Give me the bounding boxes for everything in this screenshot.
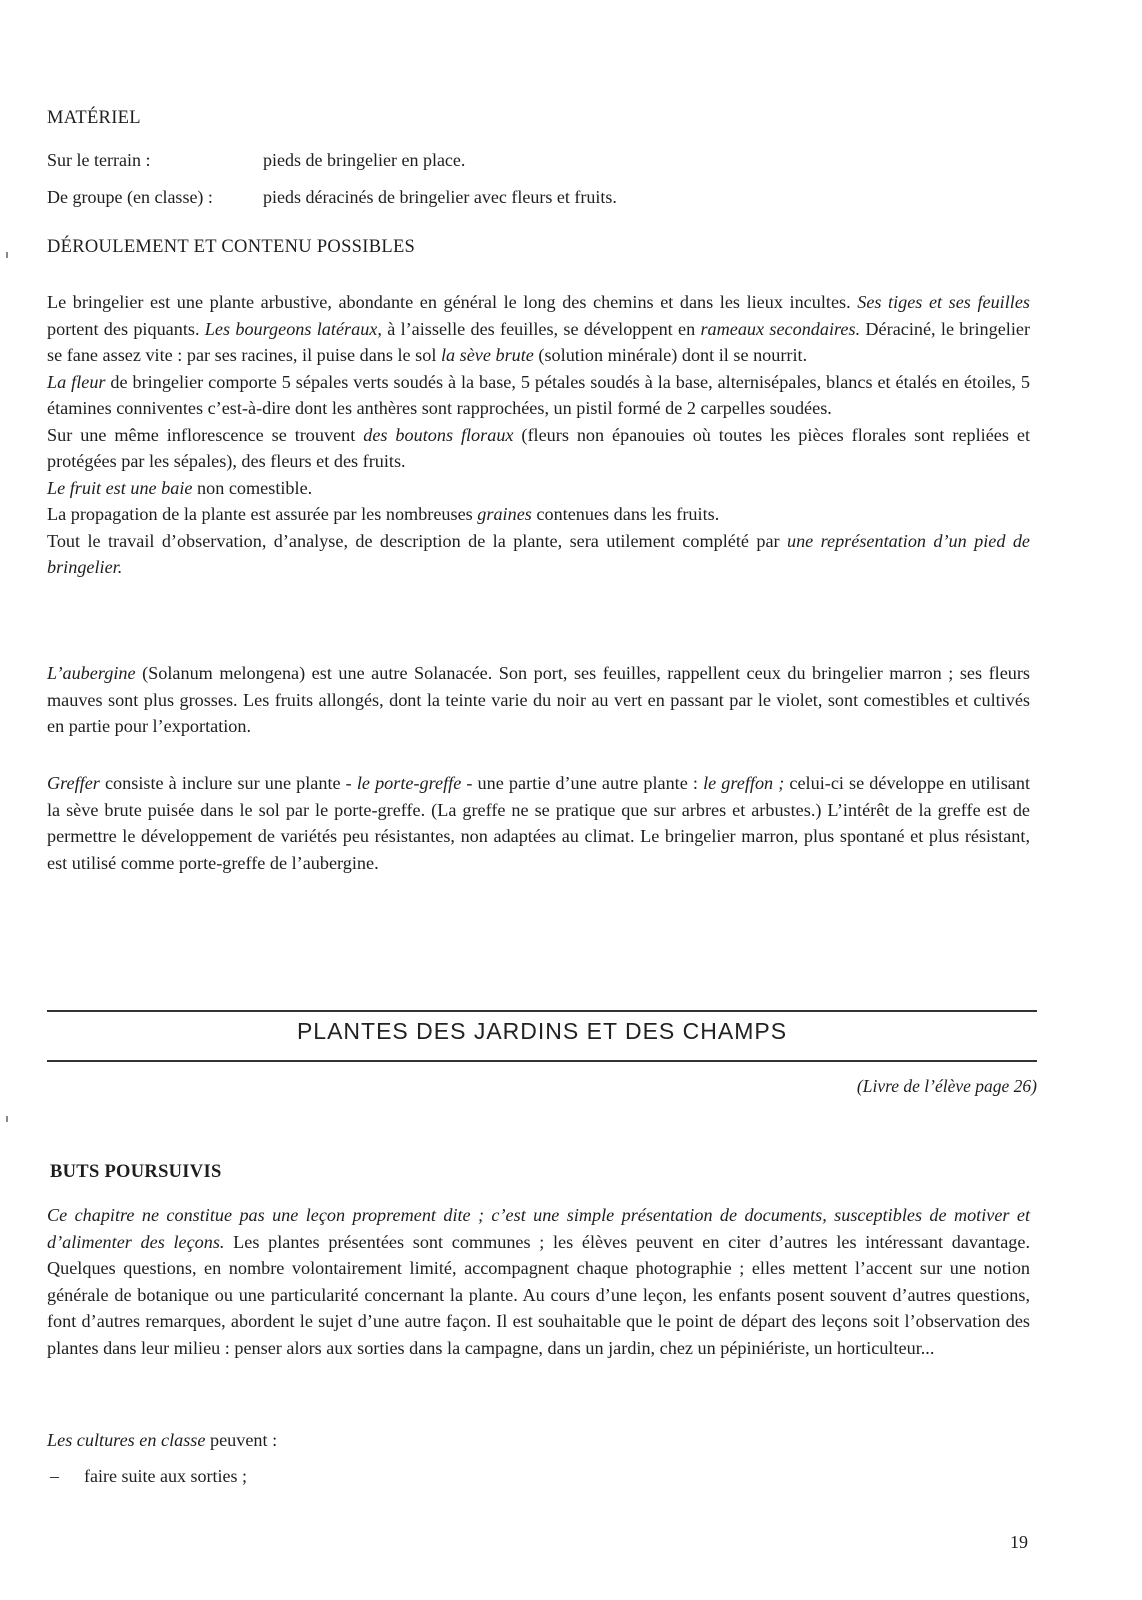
- list-dash: –: [50, 1466, 59, 1486]
- terrain-value: pieds de bringelier en place.: [263, 150, 466, 170]
- text-run: (fleurs non épanouies où toutes les pièces florales sont repliées et protégées par les sépales), des fleurs et des fruits.: [47, 424, 1031, 471]
- paragraph: [47, 1427, 1030, 1454]
- terrain-label: Sur le terrain :: [47, 150, 151, 170]
- text-run: Tout le travail d’observation, d’analyse, de description de la plante, sera utilement complété par: [47, 530, 787, 551]
- italic-run: Les bourgeons latéraux,: [204, 318, 382, 339]
- text-run: peuvent :: [205, 1430, 278, 1450]
- text-run: consiste à inclure sur une plante -: [99, 773, 357, 793]
- book-reference: (Livre de l’élève page 26): [856, 1076, 1037, 1096]
- deroulement-heading: DÉROULEMENT ET CONTENU POSSIBLES: [47, 237, 416, 257]
- text-run: à l’aisselle des feuilles, se développent en: [381, 318, 701, 339]
- italic-run: Le fruit est une baie: [47, 477, 193, 498]
- italic-run: des boutons floraux: [363, 424, 514, 445]
- paragraph: [47, 475, 1030, 502]
- italic-run: Les cultures en classe: [47, 1430, 206, 1450]
- italic-run: graines: [477, 504, 532, 524]
- italic-run: rameaux secondaires.: [700, 318, 861, 339]
- greffe-text: [47, 770, 1030, 876]
- list-item: [50, 1466, 247, 1487]
- italic-run: la sève brute: [440, 345, 534, 365]
- text-run: Déraciné, le bringelier se fane assez vite : par ses racines, il puise dans le sol: [47, 318, 1030, 365]
- deroulement-text: [47, 289, 1030, 581]
- groupe-label: De groupe (en classe) :: [47, 187, 213, 207]
- section-rule-top: [47, 1010, 1037, 1012]
- text-run: Le bringelier est une plante arbustive, abondante en général le long des chemins et dans les lieux incultes.: [47, 292, 858, 312]
- text-run: portent des piquants.: [47, 318, 205, 339]
- italic-run: La fleur: [47, 371, 106, 392]
- scan-mark: [6, 252, 8, 258]
- buts-cultures: [47, 1427, 1030, 1454]
- list-item-text: faire suite aux sorties ;: [84, 1466, 247, 1486]
- italic-run: une représentation d’un pied de bringelier.: [47, 530, 1030, 577]
- page-number: 19: [1010, 1532, 1028, 1552]
- paragraph: [47, 289, 1030, 369]
- italic-run: le greffon ;: [703, 773, 785, 793]
- text-run: de bringelier comporte 5 sépales verts soudés à la base, 5 pétales soudés à la base, alternisépales, blancs et étalés en étoiles, 5 étamines conniventes c’est-à-dire dont les anthères sont rapprochées, un pistil formé de 2 carpelles soudées.: [47, 371, 1030, 418]
- groupe-value: pieds déracinés de bringelier avec fleurs et fruits.: [263, 187, 617, 207]
- italic-run: Greffer: [47, 773, 100, 793]
- italic-run: L’aubergine: [47, 663, 136, 683]
- text-run: La propagation de la plante est assurée par les nombreuses: [47, 504, 478, 524]
- text-run: non comestible.: [192, 477, 313, 498]
- paragraph: [47, 369, 1030, 422]
- buts-text: [47, 1202, 1030, 1361]
- aubergine-text: [47, 660, 1030, 740]
- paragraph: [47, 501, 1030, 528]
- paragraph: [47, 770, 1030, 876]
- text-run: (solution minérale) dont il se nourrit.: [533, 345, 808, 365]
- buts-heading: BUTS POURSUIVIS: [50, 1162, 222, 1182]
- text-run: celui-ci se développe en utilisant la sève brute puisée dans le sol par le porte-greffe. (La greffe ne se pratique que sur arbres et arbustes.) L’intérêt de la greffe est de permettre le développement de variétés peu résistantes, non adaptées au climat. Le bringelier marron, plus spontané et plus résistant, est utilisé comme porte-greffe de l’aubergine.: [47, 773, 1031, 873]
- italic-run: le porte-greffe: [356, 773, 462, 793]
- text-run: Les plantes présentées sont communes ; les élèves peuvent en citer d’autres les intéressant davantage. Quelques questions, en nombre volontairement limité, accompagnent chaque photographie ; elles mettent l’accent sur une notion générale de botanique ou une particularité concernant la plante. Au cours d’une leçon, les enfants posent souvent d’autres questions, font d’autres remarques, abordent le sujet d’une autre façon. Il est souhaitable que le point de départ des leçons soit l’observation des plantes dans leur milieu : penser alors aux sorties dans la campagne, dans un jardin, chez un pépiniériste, un horticulteur...: [47, 1231, 1030, 1358]
- paragraph: [47, 1202, 1030, 1361]
- paragraph: [47, 660, 1030, 740]
- section-title: PLANTES DES JARDINS ET DES CHAMPS: [296, 1018, 788, 1044]
- text-run: - une partie d’une autre plante :: [461, 773, 704, 793]
- italic-run: Ses tiges et ses feuilles: [857, 292, 1030, 312]
- italic-run: Ce chapitre ne constitue pas une leçon proprement dite ; c’est une simple présentation de documents, susceptibles de motiver et d’alimenter des leçons.: [47, 1205, 1030, 1252]
- section-rule-bottom: [47, 1060, 1037, 1062]
- text-run: Sur une même inflorescence se trouvent: [47, 424, 364, 445]
- materiel-heading: MATÉRIEL: [47, 108, 141, 128]
- scan-mark: [6, 1116, 8, 1122]
- text-run: contenues dans les fruits.: [531, 504, 720, 524]
- paragraph: [47, 528, 1030, 581]
- text-run: (Solanum melongena) est une autre Solanacée. Son port, ses feuilles, rappellent ceux du bringelier marron ; ses fleurs mauves sont plus grosses. Les fruits allongés, dont la teinte varie du noir au vert en passant par le violet, sont comestibles et cultivés en partie pour l’exportation.: [47, 663, 1030, 736]
- paragraph: [47, 422, 1030, 475]
